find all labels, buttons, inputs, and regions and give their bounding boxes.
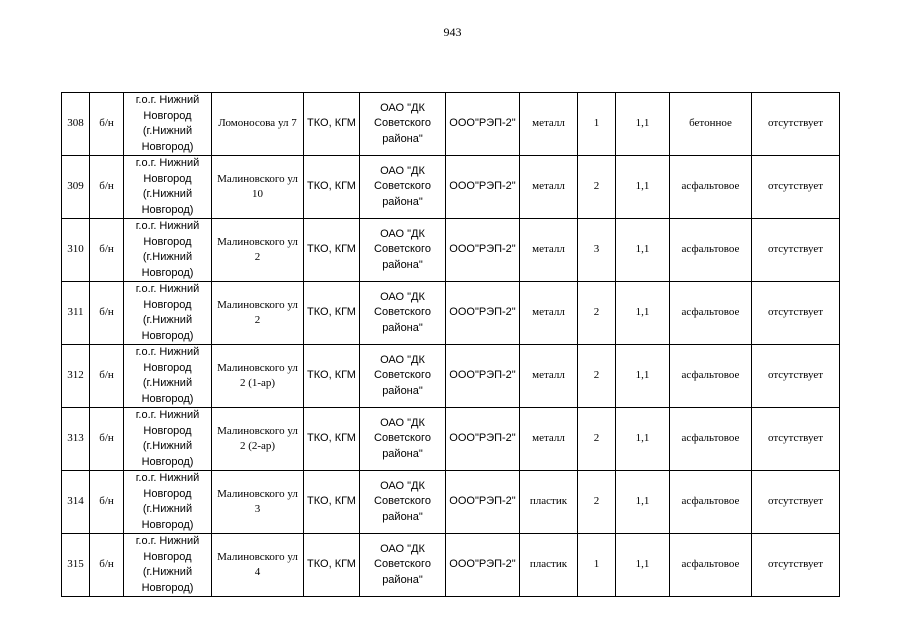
- container-material-cell: металл: [520, 408, 578, 471]
- municipality-cell: г.о.г. Нижний Новгород (г.Нижний Новгород): [124, 282, 212, 345]
- table-body: [62, 93, 840, 597]
- container-material-cell: металл: [520, 345, 578, 408]
- container-material-cell: пластик: [520, 534, 578, 597]
- container-sites-table: [61, 92, 840, 597]
- container-volume-cell: 1,1: [616, 156, 670, 219]
- row-number-cell: 314: [62, 471, 90, 534]
- owner-cell: ОАО "ДК Советского района": [360, 534, 446, 597]
- registration-number-cell: б/н: [90, 93, 124, 156]
- registration-number-cell: б/н: [90, 471, 124, 534]
- row-number-cell: 312: [62, 345, 90, 408]
- container-count-cell: 2: [578, 471, 616, 534]
- container-material-cell: металл: [520, 219, 578, 282]
- municipality-cell: г.о.г. Нижний Новгород (г.Нижний Новгород): [124, 93, 212, 156]
- municipality-cell: г.о.г. Нижний Новгород (г.Нижний Новгород): [124, 408, 212, 471]
- table-row: [62, 219, 840, 282]
- fence-status-cell: отсутствует: [752, 345, 840, 408]
- address-cell: Малиновского ул 2 (2-ар): [212, 408, 304, 471]
- fence-status-cell: отсутствует: [752, 408, 840, 471]
- surface-type-cell: асфальтовое: [670, 534, 752, 597]
- municipality-cell: г.о.г. Нижний Новгород (г.Нижний Новгород): [124, 471, 212, 534]
- municipality-cell: г.о.г. Нижний Новгород (г.Нижний Новгород): [124, 534, 212, 597]
- registration-number-cell: б/н: [90, 156, 124, 219]
- operator-cell: ООО"РЭП-2": [446, 156, 520, 219]
- surface-type-cell: асфальтовое: [670, 345, 752, 408]
- address-cell: Малиновского ул 10: [212, 156, 304, 219]
- container-material-cell: металл: [520, 282, 578, 345]
- row-number-cell: 310: [62, 219, 90, 282]
- registration-number-cell: б/н: [90, 534, 124, 597]
- municipality-cell: г.о.г. Нижний Новгород (г.Нижний Новгород): [124, 345, 212, 408]
- container-material-cell: металл: [520, 156, 578, 219]
- registration-number-cell: б/н: [90, 282, 124, 345]
- table-row: [62, 408, 840, 471]
- container-count-cell: 2: [578, 156, 616, 219]
- container-volume-cell: 1,1: [616, 219, 670, 282]
- surface-type-cell: асфальтовое: [670, 282, 752, 345]
- table-row: [62, 534, 840, 597]
- waste-type-cell: ТКО, КГМ: [304, 534, 360, 597]
- page-number: 943: [443, 25, 462, 39]
- fence-status-cell: отсутствует: [752, 471, 840, 534]
- container-volume-cell: 1,1: [616, 345, 670, 408]
- surface-type-cell: асфальтовое: [670, 219, 752, 282]
- owner-cell: ОАО "ДК Советского района": [360, 408, 446, 471]
- address-cell: Малиновского ул 2: [212, 219, 304, 282]
- operator-cell: ООО"РЭП-2": [446, 219, 520, 282]
- container-count-cell: 3: [578, 219, 616, 282]
- address-cell: Малиновского ул 3: [212, 471, 304, 534]
- operator-cell: ООО"РЭП-2": [446, 93, 520, 156]
- address-cell: Малиновского ул 4: [212, 534, 304, 597]
- owner-cell: ОАО "ДК Советского района": [360, 93, 446, 156]
- owner-cell: ОАО "ДК Советского района": [360, 345, 446, 408]
- waste-type-cell: ТКО, КГМ: [304, 93, 360, 156]
- waste-type-cell: ТКО, КГМ: [304, 156, 360, 219]
- address-cell: Малиновского ул 2: [212, 282, 304, 345]
- fence-status-cell: отсутствует: [752, 534, 840, 597]
- container-count-cell: 2: [578, 408, 616, 471]
- operator-cell: ООО"РЭП-2": [446, 345, 520, 408]
- owner-cell: ОАО "ДК Советского района": [360, 156, 446, 219]
- municipality-cell: г.о.г. Нижний Новгород (г.Нижний Новгород): [124, 219, 212, 282]
- waste-type-cell: ТКО, КГМ: [304, 408, 360, 471]
- fence-status-cell: отсутствует: [752, 282, 840, 345]
- container-volume-cell: 1,1: [616, 534, 670, 597]
- container-volume-cell: 1,1: [616, 93, 670, 156]
- waste-type-cell: ТКО, КГМ: [304, 471, 360, 534]
- row-number-cell: 308: [62, 93, 90, 156]
- operator-cell: ООО"РЭП-2": [446, 471, 520, 534]
- container-volume-cell: 1,1: [616, 408, 670, 471]
- container-count-cell: 2: [578, 282, 616, 345]
- row-number-cell: 311: [62, 282, 90, 345]
- registration-number-cell: б/н: [90, 345, 124, 408]
- registration-number-cell: б/н: [90, 219, 124, 282]
- container-material-cell: металл: [520, 93, 578, 156]
- surface-type-cell: асфальтовое: [670, 471, 752, 534]
- table-row: [62, 93, 840, 156]
- table-row: [62, 156, 840, 219]
- row-number-cell: 313: [62, 408, 90, 471]
- waste-type-cell: ТКО, КГМ: [304, 219, 360, 282]
- waste-type-cell: ТКО, КГМ: [304, 345, 360, 408]
- container-volume-cell: 1,1: [616, 282, 670, 345]
- fence-status-cell: отсутствует: [752, 93, 840, 156]
- operator-cell: ООО"РЭП-2": [446, 408, 520, 471]
- fence-status-cell: отсутствует: [752, 219, 840, 282]
- row-number-cell: 315: [62, 534, 90, 597]
- waste-type-cell: ТКО, КГМ: [304, 282, 360, 345]
- table-row: [62, 345, 840, 408]
- container-volume-cell: 1,1: [616, 471, 670, 534]
- container-count-cell: 1: [578, 93, 616, 156]
- container-material-cell: пластик: [520, 471, 578, 534]
- registration-number-cell: б/н: [90, 408, 124, 471]
- container-count-cell: 2: [578, 345, 616, 408]
- operator-cell: ООО"РЭП-2": [446, 282, 520, 345]
- row-number-cell: 309: [62, 156, 90, 219]
- surface-type-cell: асфальтовое: [670, 408, 752, 471]
- owner-cell: ОАО "ДК Советского района": [360, 219, 446, 282]
- address-cell: Малиновского ул 2 (1-ар): [212, 345, 304, 408]
- table-row: [62, 282, 840, 345]
- fence-status-cell: отсутствует: [752, 156, 840, 219]
- operator-cell: ООО"РЭП-2": [446, 534, 520, 597]
- table-row: [62, 471, 840, 534]
- owner-cell: ОАО "ДК Советского района": [360, 471, 446, 534]
- surface-type-cell: бетонное: [670, 93, 752, 156]
- municipality-cell: г.о.г. Нижний Новгород (г.Нижний Новгород): [124, 156, 212, 219]
- container-count-cell: 1: [578, 534, 616, 597]
- owner-cell: ОАО "ДК Советского района": [360, 282, 446, 345]
- surface-type-cell: асфальтовое: [670, 156, 752, 219]
- address-cell: Ломоносова ул 7: [212, 93, 304, 156]
